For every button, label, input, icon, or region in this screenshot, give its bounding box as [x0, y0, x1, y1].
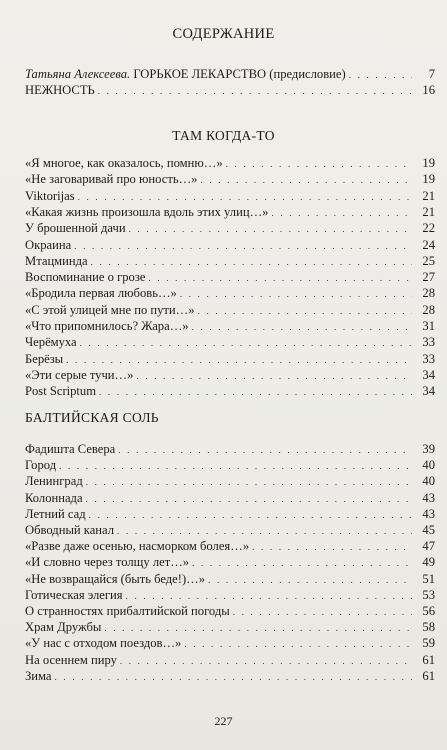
toc-entry-title: «У нас с отходом поездов…» [25, 636, 182, 651]
leader-dots [86, 474, 412, 490]
leader-dots [192, 555, 412, 571]
toc-entry-page: 19 [422, 172, 435, 187]
leader-dots [349, 67, 412, 83]
toc-entry-page: 43 [422, 506, 435, 521]
toc-entry [25, 318, 435, 334]
toc-entry [25, 587, 435, 603]
toc-entry-title: Мтацминда [25, 253, 88, 268]
toc-entry [25, 302, 435, 318]
toc-entry-title: «Эти серые тучи…» [25, 367, 134, 382]
toc-entry-page: 31 [422, 319, 435, 333]
toc-entry-title: «Не заговаривай про юность…» [25, 172, 198, 187]
page-number: 227 [214, 714, 233, 728]
toc-entry-title: Готическая элегия [25, 587, 123, 602]
leader-dots [200, 172, 412, 188]
toc-entry [25, 334, 435, 350]
toc-entry-page: 49 [422, 555, 435, 570]
toc-entry [25, 351, 435, 367]
toc-entry-title [25, 66, 346, 82]
toc-entry [25, 603, 435, 619]
contents-heading: СОДЕРЖАНИЕ [172, 26, 275, 42]
toc-entry-title: Зима [25, 668, 52, 683]
toc-entry [25, 204, 435, 220]
leader-dots [252, 539, 412, 555]
toc-entry-page: 7 [428, 67, 435, 81]
toc-entry [25, 367, 435, 383]
toc-entry [25, 619, 435, 635]
toc-entry-page: 61 [422, 668, 435, 683]
toc-entry-page: 59 [422, 636, 435, 651]
toc-entry-title: Viktorijas [25, 188, 75, 203]
leader-dots [129, 221, 412, 237]
toc-entry-page: 28 [422, 286, 435, 301]
leader-dots [66, 352, 412, 368]
toc-entry-page: 40 [422, 458, 435, 473]
toc-entry [25, 383, 435, 399]
toc-entry-title: Фадишта Севера [25, 442, 116, 456]
leader-dots [99, 384, 412, 400]
toc-entry-page: 24 [422, 237, 435, 252]
toc-entry-page: 33 [422, 351, 435, 366]
leader-dots [148, 270, 412, 286]
leader-dots [120, 653, 412, 669]
toc-entry [25, 188, 435, 204]
toc-entry [25, 473, 435, 489]
leader-dots [104, 620, 412, 636]
toc-entry-title: «Что припомнилось? Жара…» [25, 319, 189, 333]
toc-entry-title: Post Scriptum [25, 384, 97, 399]
leader-dots [233, 604, 412, 620]
toc-entry-page: 43 [422, 490, 435, 505]
toc-entry-page: 33 [422, 335, 435, 350]
toc-entry-title: Черёмуха [25, 335, 77, 350]
toc-entry-page: 16 [422, 83, 435, 97]
toc-entry [25, 269, 435, 285]
toc-entry [25, 237, 435, 253]
leader-dots [198, 303, 412, 319]
section-heading: БАЛТИЙСКАЯ СОЛЬ [25, 410, 159, 425]
toc-entry [25, 457, 435, 473]
leader-dots [78, 189, 412, 205]
toc-entry-title: На осеннем пиру [25, 652, 117, 667]
toc-entry-page: 22 [422, 221, 435, 236]
toc-entry-title-text: ГОРЬКОЕ ЛЕКАРСТВО (предисловие) [133, 67, 346, 81]
toc-entry-title: Храм Дружбы [25, 620, 102, 635]
toc-entry-author: Татьяна Алексеева. [25, 67, 131, 81]
toc-entry-title: Ленинград [25, 474, 83, 489]
leader-dots [192, 319, 412, 335]
leader-dots [184, 636, 412, 652]
leader-dots [117, 523, 412, 539]
toc-entry-page: 45 [422, 523, 435, 537]
leader-dots [89, 507, 412, 523]
toc-entry-page: 34 [422, 367, 435, 382]
toc-entry-page: 39 [422, 442, 435, 456]
leader-dots [208, 572, 412, 588]
toc-entry-title: «С этой улицей мне по пути…» [25, 302, 195, 317]
toc-entry-page: 34 [422, 384, 435, 399]
toc-entry [25, 635, 435, 651]
toc-entry-title: Летний сад [25, 506, 86, 521]
toc-entry-page: 56 [422, 604, 435, 618]
leader-dots [59, 458, 412, 474]
toc-entry [25, 554, 435, 570]
leader-dots [271, 205, 412, 221]
leader-dots [80, 335, 412, 351]
leader-dots [126, 588, 412, 604]
toc-entry-title: «Разве даже осенью, насморком болея…» [25, 539, 250, 554]
toc-entry-title: «Не возвращайся (быть беде!)…» [25, 571, 206, 586]
toc-entry-page: 21 [422, 204, 435, 219]
leader-dots [180, 286, 412, 302]
toc-entry-page: 28 [422, 302, 435, 317]
toc-entry [25, 652, 435, 668]
toc-entry-title: Обводный канал [25, 523, 115, 537]
toc-entry-title: «И словно через толщу лет…» [25, 555, 190, 570]
toc-entry-title: О странностях прибалтийской погоды [25, 604, 230, 618]
toc-entry-title: Берёзы [25, 351, 64, 366]
leader-dots [55, 669, 412, 685]
toc-entry [25, 171, 435, 187]
toc-entry-page: 25 [422, 253, 435, 268]
toc-entry-page: 27 [422, 270, 435, 285]
toc-entry [25, 220, 435, 236]
toc-entry-title: Воспоминание о грозе [25, 270, 146, 285]
toc-entry [25, 490, 435, 506]
leader-dots [86, 491, 412, 507]
toc-entry-page: 21 [422, 188, 435, 203]
toc-entry-page: 58 [422, 620, 435, 635]
toc-entry-page: 40 [422, 474, 435, 489]
toc-entry-title: Окраина [25, 237, 72, 252]
toc-entry [25, 285, 435, 301]
toc-entry [25, 155, 435, 171]
toc-entry-title: У брошенной дачи [25, 221, 126, 236]
toc-entry-title: «Я многое, как оказалось, помню…» [25, 156, 223, 170]
toc-entry-page: 51 [422, 571, 435, 586]
leader-dots [136, 368, 412, 384]
toc-entry-title: Колоннада [25, 490, 83, 505]
toc-entry [25, 253, 435, 269]
section-heading: ТАМ КОГДА-ТО [172, 128, 275, 143]
leader-dots [74, 238, 412, 254]
leader-dots [226, 156, 412, 172]
toc-entry-title: Город [25, 458, 57, 473]
toc-entry-title: «Бродила первая любовь…» [25, 286, 177, 301]
leader-dots [98, 83, 412, 99]
toc-entry [25, 571, 435, 587]
toc-entry [25, 538, 435, 554]
toc-entry-page: 53 [422, 587, 435, 602]
leader-dots [118, 442, 412, 458]
toc-entry-title: НЕЖНОСТЬ [25, 83, 95, 97]
toc-entry [25, 441, 435, 457]
toc-entry-page: 61 [422, 652, 435, 667]
toc-entry [25, 506, 435, 522]
toc-entry-page: 47 [422, 539, 435, 554]
leader-dots [91, 254, 412, 270]
toc-entry [25, 668, 435, 684]
toc-entry [25, 82, 435, 98]
toc-entry-page: 19 [422, 156, 435, 170]
toc-entry-title: «Какая жизнь произошла вдоль этих улиц…» [25, 204, 269, 219]
toc-entry [25, 66, 435, 82]
toc-entry [25, 522, 435, 538]
